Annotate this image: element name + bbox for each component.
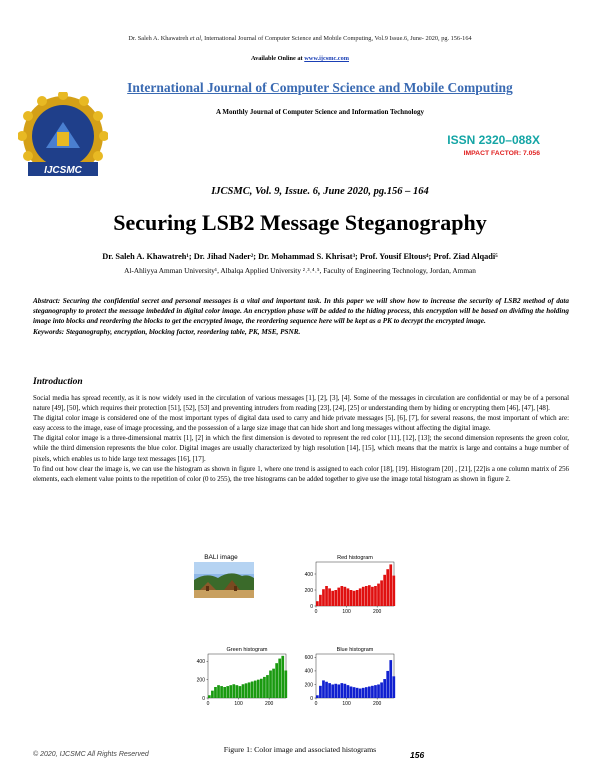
histogram-bar — [353, 591, 356, 606]
journal-logo — [18, 92, 108, 184]
available-online — [0, 55, 600, 62]
histogram-bar — [325, 682, 328, 698]
histogram-bar — [260, 679, 263, 698]
histogram-bar — [257, 680, 260, 698]
histogram-bar — [374, 685, 377, 698]
y-tick-label: 0 — [310, 695, 313, 702]
available-online-label: Available Online at — [250, 55, 303, 62]
copyright: © 2020, IJCSMC All Rights Reserved — [33, 751, 149, 758]
histogram-bar — [334, 590, 337, 606]
histogram-title: Red histogram — [337, 555, 373, 561]
y-tick-label: 400 — [196, 659, 205, 666]
running-head-etal: et al — [189, 35, 201, 42]
y-tick-label: 400 — [304, 571, 313, 578]
histogram-bar — [371, 686, 374, 698]
impact-factor: IMPACT FACTOR: 7.056 — [463, 150, 540, 157]
histogram-bar — [344, 587, 347, 606]
histogram-bar — [316, 695, 319, 698]
histogram-bar — [368, 585, 371, 606]
running-head-rest: , International Journal of Computer Science and Mobile Computing, Vol.9 Issue.6, June- 2020, pg. 156-164 — [200, 35, 472, 42]
histogram-bar — [359, 588, 362, 606]
histogram-bar — [281, 656, 284, 698]
histogram-bar — [239, 686, 242, 698]
intro-paragraph: The digital color image is a three-dimensional matrix [1], [2] in which the first dimension is devoted to represent the red color [11], [12], [13]; the second dimension represents the green color, while the third dimension represents the blue color. Digital images are usually characterized by high resolution [14], [15], which means that the matrix is large and contains a huge number of pixels, which enables us to hide large text messages [16], [17]. — [33, 435, 569, 463]
histogram-bar — [245, 683, 248, 698]
intro-body — [33, 394, 569, 485]
histogram-bar — [217, 685, 220, 698]
histogram-bar — [356, 590, 359, 606]
histogram-bar — [263, 677, 266, 698]
histogram-bar — [374, 586, 377, 606]
figure-caption: Figure 1: Color image and associated histograms — [223, 745, 377, 754]
histogram-bar — [386, 671, 389, 698]
page-number: 156 — [410, 750, 425, 760]
abstract-text: Abstract: Securing the confidential secret and personal messages is a vital and important task. In this paper we will show how to increase the security of LSB2 method of data steganography to protect the message imbedded in digital color image. An encryption phase will be added to the hiding process, this encryption will be based on dividing the holding image into blocks and reordering the blocks to get the encrypted image, the reordering sequence here will be kept as a PK to decrypt the encrypted image. — [33, 297, 569, 326]
affiliations: Al-Ahliyya Amman University¹, Albalqa Applied University ²˒³˒⁴˒⁵, Faculty of Engineering Technology, Jordan, Amman — [124, 266, 476, 275]
histogram-bar — [322, 680, 325, 698]
keywords: Keywords: Steganography, encryption, blocking factor, reordering table, PK, MSE, PSNR. — [33, 327, 301, 336]
x-tick-label: 100 — [234, 701, 243, 707]
issn: ISSN 2320–088X — [447, 133, 540, 147]
histogram-bar — [356, 688, 359, 698]
x-tick-label: 200 — [265, 701, 274, 707]
issue-citation: IJCSMC, Vol. 9, Issue. 6, June 2020, pg.156 – 164 — [211, 186, 429, 197]
y-tick-label: 0 — [310, 603, 313, 610]
histogram-bar — [319, 686, 322, 698]
histogram-bar — [248, 682, 251, 698]
x-tick-label: 100 — [342, 609, 351, 615]
histogram-bar — [337, 684, 340, 698]
histogram-bar — [347, 685, 350, 698]
histogram-bar — [325, 586, 328, 606]
histogram-bar — [380, 682, 383, 698]
x-tick-label: 100 — [342, 701, 351, 707]
histogram-bar — [254, 681, 257, 698]
histogram-bar — [380, 580, 383, 606]
histogram-bar — [229, 685, 232, 698]
histogram-bar — [377, 584, 380, 606]
histogram-title: Blue histogram — [336, 647, 374, 653]
histogram-bar — [328, 588, 331, 606]
website-link[interactable]: www.ijcsmc.com — [304, 55, 349, 62]
histogram-bar — [362, 587, 365, 606]
histogram-bar — [350, 590, 353, 606]
histogram-bar — [211, 691, 214, 698]
histogram-bar — [353, 687, 356, 698]
histogram-bar — [359, 689, 362, 698]
histogram-bar — [337, 588, 340, 606]
histogram-title: Green histogram — [226, 647, 268, 653]
intro-paragraph: The digital color image is considered one of the most important types of digital data used to carry and hide private messages [5], [6], [7], for several reasons, the most important of which are: easy access to the image, ease of image processing, and the possession of a large size image that can hide short and long messages without affecting the digital image. — [33, 415, 569, 433]
histogram-bar — [392, 576, 395, 606]
histogram-bar — [208, 695, 211, 698]
running-head — [0, 35, 600, 42]
histogram-bar — [347, 588, 350, 606]
histogram-bar — [266, 675, 269, 698]
histogram-bar — [214, 687, 217, 698]
histogram-bar — [340, 683, 343, 698]
histogram-bar — [275, 663, 278, 698]
histogram-bar — [365, 586, 368, 606]
x-tick-label: 0 — [314, 609, 318, 615]
histogram-bar — [377, 684, 380, 698]
histogram-bar — [389, 564, 392, 606]
histogram-bar — [350, 686, 353, 698]
histogram-bar — [392, 676, 395, 698]
histogram-bar — [319, 595, 322, 606]
histogram-bar — [236, 685, 239, 698]
y-tick-label: 200 — [196, 677, 205, 684]
histogram-bar — [383, 679, 386, 698]
journal-subtitle: A Monthly Journal of Computer Science and Information Technology — [216, 108, 424, 116]
histogram-bar — [371, 587, 374, 606]
histogram-bar — [340, 586, 343, 606]
histogram-bar — [368, 686, 371, 698]
journal-title[interactable]: International Journal of Computer Science and Mobile Computing — [127, 80, 513, 95]
histogram-bar — [284, 671, 287, 699]
histogram-bar — [278, 659, 281, 698]
histogram-bar — [226, 686, 229, 698]
histogram-bar — [386, 569, 389, 606]
figure-1 — [186, 546, 414, 742]
intro-paragraph: Social media has spread recently, as it is now widely used in the circulation of various messages [1], [2], [3], [4]. Some of the messages in circulation are confidential or may be of a personal nature [49], [50], which requires their protection [51], [52], [53] and preventing intruders from reading [23], [24], [25] or understanding them by hiding or encrypting them [46], [47], [48]. — [33, 395, 569, 413]
histogram-bar — [328, 683, 331, 698]
section-heading: Introduction — [33, 377, 83, 387]
running-head-author: Dr. Saleh A. Khawatreh — [128, 35, 189, 42]
y-tick-label: 0 — [202, 695, 205, 702]
histogram-bar — [242, 684, 245, 698]
histogram-bar — [383, 575, 386, 606]
histogram-bar — [322, 589, 325, 606]
histogram-bar — [232, 684, 235, 698]
histogram-bar — [331, 684, 334, 698]
x-tick-label: 200 — [373, 609, 382, 615]
histogram-bar — [389, 660, 392, 698]
intro-paragraph: To find out how clear the image is, we can use the histogram as shown in figure 1, where one trend is assigned to each color [18], [19]. Histogram [20] , [21], [22]is a one column matrix of 256 elements, each element value points to the repetition of color (0 to 255), the tree histograms can be added together to give use the image total histogram as shown in figure 2. — [33, 465, 569, 483]
histogram-bar — [251, 682, 254, 699]
y-tick-label: 600 — [304, 655, 313, 662]
x-tick-label: 0 — [206, 701, 210, 707]
abstract-block — [33, 296, 569, 337]
histogram-bar — [365, 687, 368, 698]
histogram-bar — [362, 688, 365, 698]
author-list: Dr. Saleh A. Khawatreh¹; Dr. Jihad Nader²; Dr. Mohammad S. Khrisat³; Prof. Yousif Eltous⁴; Prof. Ziad Alqadi⁵ — [102, 252, 498, 261]
x-tick-label: 0 — [314, 701, 318, 707]
histogram-bar — [220, 686, 223, 698]
histogram-bar — [331, 591, 334, 606]
y-tick-label: 200 — [304, 682, 313, 689]
histogram-bar — [334, 684, 337, 698]
histogram-bar — [316, 601, 319, 606]
y-tick-label: 200 — [304, 587, 313, 594]
x-tick-label: 200 — [373, 701, 382, 707]
histogram-bar — [223, 687, 226, 698]
y-tick-label: 400 — [304, 668, 313, 675]
bali-image-title: BALI image — [204, 554, 238, 561]
histogram-bar — [272, 669, 275, 698]
bali-photo — [194, 562, 254, 598]
logo-text: IJCSMC — [44, 165, 82, 176]
paper-title: Securing LSB2 Message Steganography — [113, 210, 487, 235]
histogram-bar — [269, 671, 272, 699]
histogram-bar — [344, 684, 347, 698]
